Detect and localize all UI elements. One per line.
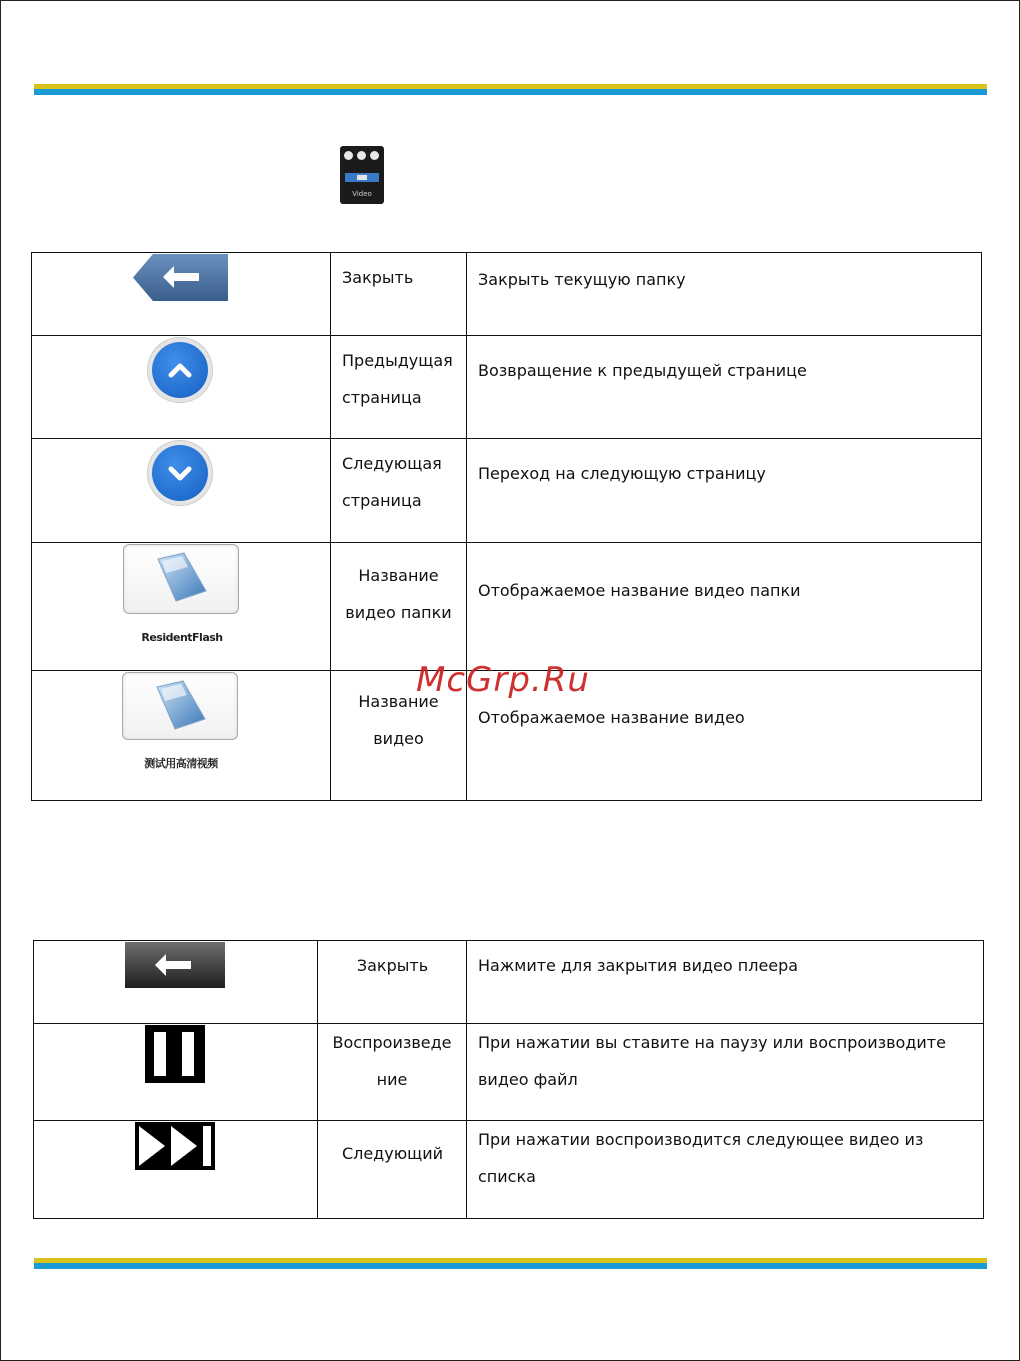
description-cell: [467, 439, 982, 543]
row-label-line1: Предыдущая: [342, 351, 453, 370]
label-cell: [331, 253, 467, 336]
description-cell: [467, 253, 982, 336]
back-arrow-icon[interactable]: [125, 942, 225, 988]
table-row: [32, 543, 982, 671]
description-cell: [467, 1121, 984, 1219]
table-row: [34, 1024, 984, 1121]
row-description: Переход на следующую страницу: [478, 464, 766, 483]
row-description: Отображаемое название видео: [478, 708, 745, 727]
row-label: Закрыть: [342, 268, 414, 287]
chevron-up-icon[interactable]: [147, 337, 213, 403]
row-description-line2: видео файл: [478, 1070, 578, 1089]
video-app-caption: Video: [352, 190, 372, 198]
label-cell: [331, 439, 467, 543]
row-label-line2: видео папки: [345, 603, 452, 622]
footer-stripe: [34, 1258, 987, 1269]
video-app-icon[interactable]: [340, 146, 384, 204]
row-label: Закрыть: [356, 956, 429, 975]
folder-icon[interactable]: [123, 544, 239, 614]
back-arrow-icon[interactable]: [133, 254, 228, 301]
label-cell: [318, 1024, 467, 1121]
video-file-icon[interactable]: [122, 672, 238, 740]
table-row: [34, 1121, 984, 1219]
description-cell: [467, 941, 984, 1024]
row-description-line1: При нажатии вы ставите на паузу или воспроизводите: [478, 1033, 946, 1052]
row-label-line1: Название: [358, 566, 439, 585]
label-cell: [318, 941, 467, 1024]
row-description-line2: списка: [478, 1167, 536, 1186]
row-label-line2: ние: [376, 1070, 408, 1089]
table-row: [32, 253, 982, 336]
player-controls-table: [33, 940, 984, 1219]
table-row: [32, 439, 982, 543]
row-label-line2: страница: [342, 491, 422, 510]
row-label-line1: Следующая: [342, 454, 442, 473]
description-cell: [467, 543, 982, 671]
label-cell: [318, 1121, 467, 1219]
pause-icon[interactable]: [145, 1025, 205, 1083]
row-label-line1: Название: [358, 692, 439, 711]
header-stripe: [34, 84, 987, 95]
row-description: Нажмите для закрытия видео плеера: [478, 956, 799, 975]
folder-caption: ResidentFlash: [141, 631, 223, 644]
row-label-line2: страница: [342, 388, 422, 407]
chevron-down-icon[interactable]: [147, 440, 213, 506]
table-row: [32, 336, 982, 439]
row-description: Отображаемое название видео папки: [478, 581, 801, 600]
row-description: Возвращение к предыдущей странице: [478, 361, 807, 380]
video-caption: 测试用高清视频: [144, 757, 218, 770]
label-cell: [331, 543, 467, 671]
label-cell: [331, 336, 467, 439]
next-track-icon[interactable]: [135, 1122, 215, 1170]
watermark: McGrp.Ru: [416, 660, 590, 700]
row-label: Следующий: [341, 1144, 444, 1163]
row-description-line1: При нажатии воспроизводится следующее видео из: [478, 1130, 924, 1149]
row-description: Закрыть текущую папку: [478, 270, 686, 289]
row-label-line2: видео: [373, 729, 424, 748]
folder-controls-table: [31, 252, 982, 801]
description-cell: [467, 1024, 984, 1121]
table-row: [34, 941, 984, 1024]
description-cell: [467, 336, 982, 439]
row-label-line1: Воспроизведе: [332, 1033, 452, 1052]
